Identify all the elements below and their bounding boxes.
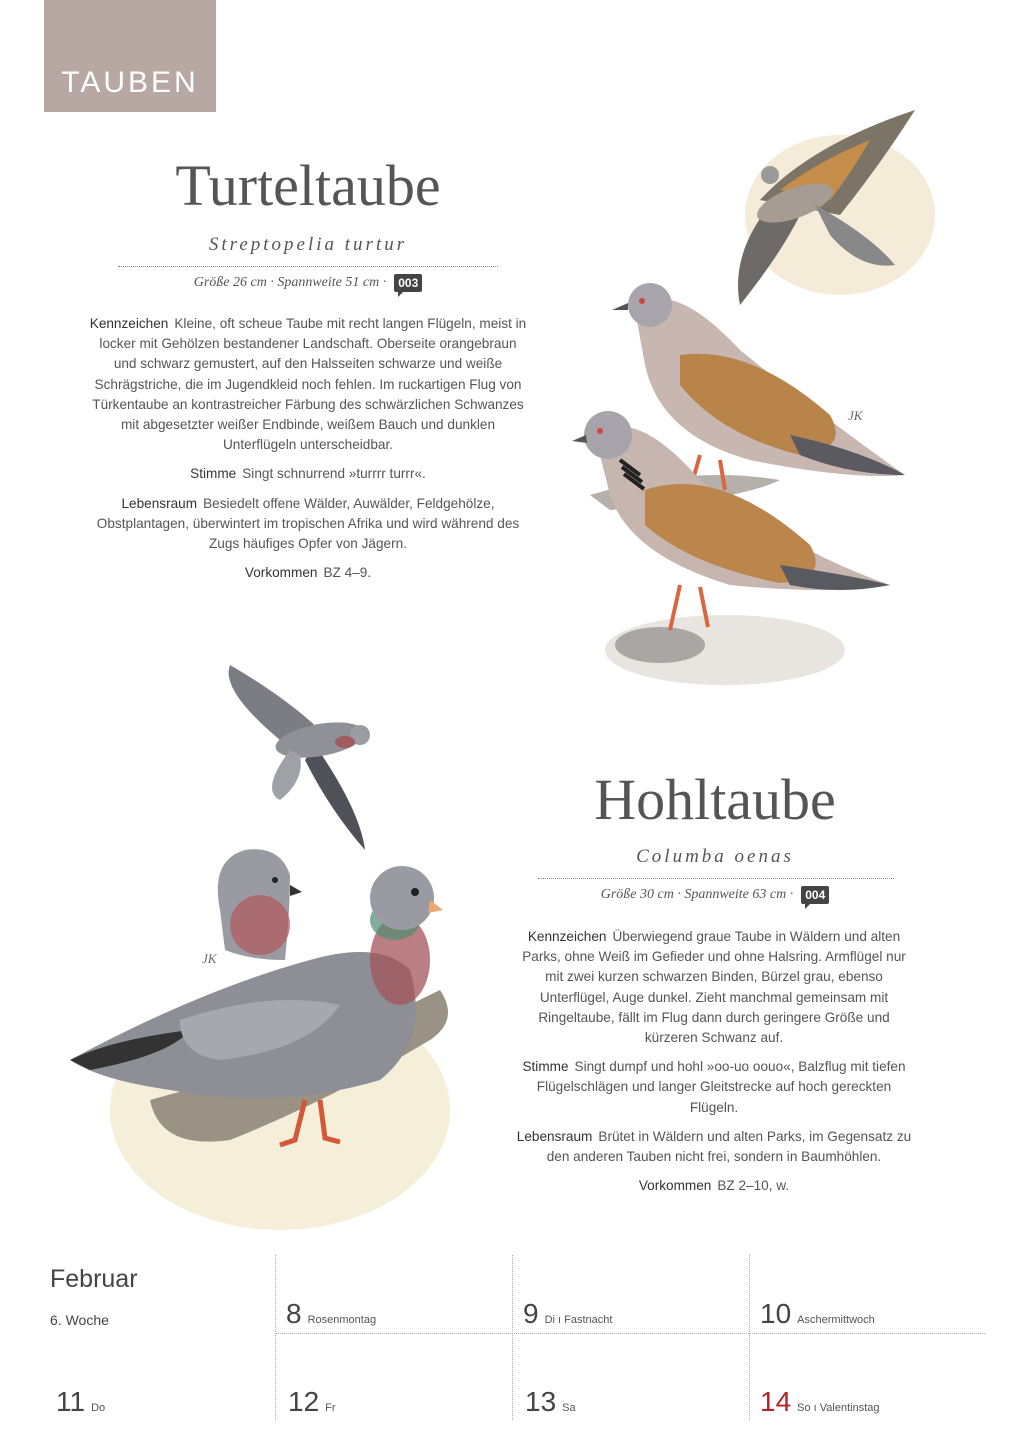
species1-stimme: Singt schnurrend »turrrr turrr«.	[242, 466, 426, 482]
species2-kennzeichen-label: Kennzeichen	[527, 929, 607, 944]
calendar-day[interactable]	[760, 1386, 880, 1418]
day-number: 14	[760, 1386, 792, 1417]
species2-vorkommen: BZ 2–10, w.	[717, 1178, 790, 1194]
species1-description	[88, 314, 528, 592]
species2-title: Hohltaube	[594, 767, 836, 832]
calendar-week: 6. Woche	[50, 1312, 109, 1328]
species1-number-badge: 003	[394, 274, 422, 292]
species2-stimme-label: Stimme	[522, 1059, 569, 1075]
day-label: So ı Valentinstag	[797, 1402, 880, 1414]
species1-measure-text: Größe 26 cm · Spannweite 51 cm ·	[193, 275, 387, 290]
calendar-day[interactable]	[56, 1386, 105, 1418]
species1-kennzeichen-label: Kennzeichen	[89, 316, 169, 331]
species1-title: Turteltaube	[175, 153, 441, 218]
calendar-day[interactable]	[288, 1386, 336, 1418]
stock-dove-illustration	[50, 660, 470, 1240]
species1-lebensraum: Besiedelt offene Wälder, Auwälder, Feldgehölze, Obstplantagen, überwintert im tropischen Afrika und wird während des Zugs häufiges Opfer von Jägern.	[96, 495, 520, 552]
calendar-divider	[512, 1255, 513, 1420]
day-number: 13	[525, 1386, 557, 1417]
calendar-day[interactable]	[523, 1298, 612, 1330]
day-label: Do	[91, 1402, 106, 1414]
species1-latin: Streptopelia turtur	[208, 234, 408, 255]
day-label: Fr	[325, 1402, 336, 1414]
species2-stimme: Singt dumpf und hohl »oo-uo oouo«, Balzflug mit tiefen Flügelschlägen und langer Gleitstrecke auf hoch gereckten Flügeln.	[536, 1059, 906, 1115]
species2-description	[512, 927, 916, 1205]
calendar-day[interactable]	[525, 1386, 576, 1418]
species1-kennzeichen: Kleine, oft scheue Taube mit recht langen Flügeln, meist in locker mit Gehölzen bestandener Landschaft. Oberseite orangebraun und schwarz gemustert, auf den Halsseiten schwarze und weiße Schrägstriche, die im Jugendkleid noch fehlen. Im ruckartigen Flug von Türkentaube an kontrastreicher Färbung des schwärzlichen Schwanzes mit abgesetzter weißer Endbinde, weißem Bauch und dunklen Unterflügeln unterscheidbar.	[92, 316, 527, 453]
day-label: Rosenmontag	[307, 1314, 377, 1326]
species2-measure-text: Größe 30 cm · Spannweite 63 cm ·	[600, 887, 794, 902]
species2-measurements	[530, 886, 900, 904]
calendar-divider	[749, 1255, 750, 1420]
species2-divider	[538, 878, 894, 879]
day-label: Sa	[562, 1402, 576, 1414]
day-number: 12	[288, 1386, 320, 1417]
species1-vorkommen-label: Vorkommen	[244, 565, 318, 581]
species1-vorkommen: BZ 4–9.	[323, 565, 372, 581]
species2-latin: Columba oenas	[636, 846, 794, 867]
day-number: 10	[760, 1298, 792, 1329]
artist-signature-1: JK	[848, 408, 863, 423]
calendar-month: Februar	[50, 1265, 138, 1293]
species2-vorkommen-label: Vorkommen	[638, 1178, 712, 1194]
species1-divider	[118, 266, 498, 267]
day-label: Di ı Fastnacht	[544, 1314, 613, 1326]
artist-signature-2: JK	[202, 951, 217, 966]
category-tag	[44, 0, 216, 112]
species1-measurements	[118, 274, 498, 292]
category-label: TAUBEN	[61, 66, 199, 99]
species1-stimme-label: Stimme	[190, 466, 237, 482]
day-number: 8	[286, 1298, 302, 1329]
species2-lebensraum-label: Lebensraum	[516, 1128, 593, 1144]
day-number: 9	[523, 1298, 539, 1329]
species2-lebensraum: Brütet in Wäldern und alten Parks, im Gegensatz zu den anderen Tauben nicht frei, sondern in Baumhöhlen.	[546, 1128, 912, 1165]
calendar-day[interactable]	[286, 1298, 376, 1330]
turtle-dove-illustration	[550, 105, 950, 695]
calendar-row-divider	[275, 1333, 985, 1334]
species2-kennzeichen: Überwiegend graue Taube in Wäldern und alten Parks, ohne Weiß im Gefieder und ohne Halsring. Armflügel nur mit zwei kurzen schwarzen Binden, Bürzel grau, ebenso Unterflügel, Auge dunkel. Zieht manchmal gemeinsam mit Ringeltaube, fällt im Flug dann durch geringere Größe und kürzeren Schwanz auf.	[522, 929, 906, 1046]
calendar-day[interactable]	[760, 1298, 875, 1330]
species2-number-badge: 004	[801, 886, 829, 904]
calendar-divider	[275, 1255, 276, 1420]
day-number: 11	[56, 1386, 86, 1417]
day-label: Aschermittwoch	[797, 1314, 875, 1326]
species1-lebensraum-label: Lebensraum	[121, 495, 198, 511]
